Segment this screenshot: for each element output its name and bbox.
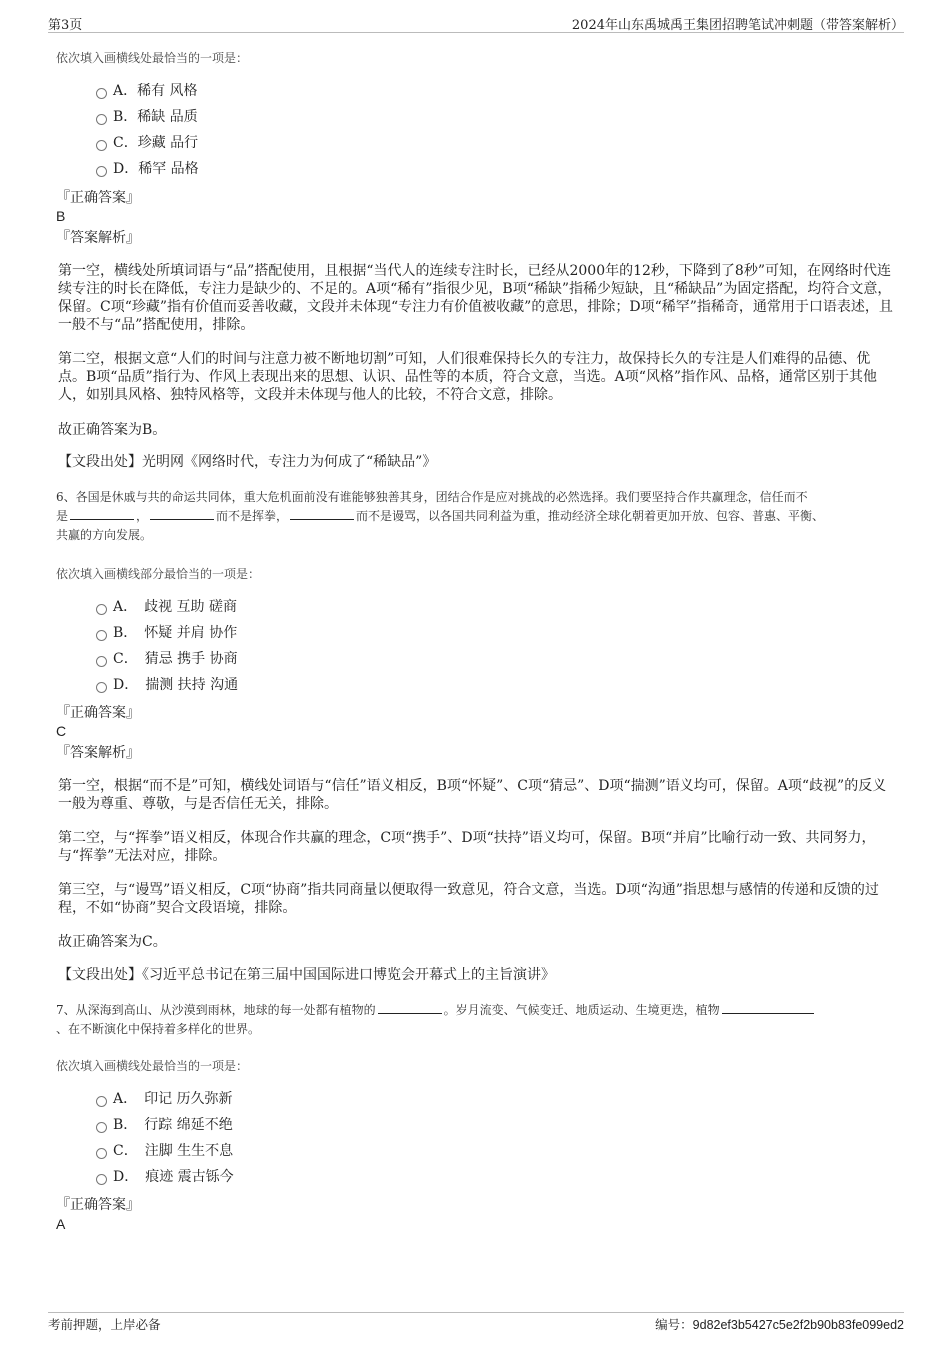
- document-id: 编号：9d82ef3b5427c5e2f2b90b83fe099ed2: [655, 1318, 904, 1332]
- page-number: 第3页: [48, 18, 83, 33]
- q6-analysis-p4: 故正确答案为C。: [58, 934, 167, 950]
- q7-option-a[interactable]: A． 印记 历久弥新: [96, 1089, 233, 1109]
- q6-analysis-p1: 第一空，根据“而不是”可知，横线处词语与“信任”语义相反，B项“怀疑”、C项“猜忌”、D项“揣测”语义均可，保留。A项“歧视”的反义一般为尊重、尊敬，与是否信任无关，排除。: [58, 778, 887, 812]
- q5-option-a[interactable]: A．稀有 风格: [96, 81, 198, 101]
- blank-1[interactable]: [70, 507, 134, 520]
- q6-option-c[interactable]: C． 猜忌 携手 协商: [96, 649, 238, 669]
- q5-answer-label: 『正确答案』: [56, 190, 140, 206]
- radio-icon[interactable]: [96, 604, 107, 615]
- q6-stem-line1: 6、各国是休戚与共的命运共同体，重大危机面前没有谁能够独善其身，团结合作是应对挑战的必然选择。我们要坚持合作共赢理念，信任而不: [56, 490, 808, 504]
- q6-stem: [56, 488, 896, 545]
- q5-analysis-p1: 第一空，横线处所填词语与“品”搭配使用，且根据“当代人的连续专注时长，已经从2000年的12秒，下降到了8秒”可知，在网络时代连续专注的时长在降低，专注力是缺少的、不足的。A项“稀有”指很少见，B项“稀缺”指稀少短缺，且“稀缺品”为固定搭配，均符合文意，保留。C项“珍藏”指有价值而妥善收藏，文段并未体现“专注力有价值被收藏”的意思，排除；D项“稀罕”指稀奇，通常用于口语表述，且一般不与“品”搭配使用，排除。: [58, 263, 893, 333]
- q6-prompt: 依次填入画横线部分最恰当的一项是：: [56, 567, 261, 581]
- q7-prompt: 依次填入画横线处最恰当的一项是：: [56, 1059, 249, 1073]
- radio-icon[interactable]: [96, 140, 107, 151]
- q5-option-d[interactable]: D．稀罕 品格: [96, 159, 199, 179]
- q5-prompt: 依次填入画横线处最恰当的一项是：: [56, 51, 249, 65]
- page-header: [48, 14, 904, 33]
- radio-icon[interactable]: [96, 1096, 107, 1107]
- q5-option-c[interactable]: C．珍藏 品行: [96, 133, 198, 153]
- page-footer: [48, 1312, 904, 1333]
- q5-answer: B: [56, 208, 66, 224]
- radio-icon[interactable]: [96, 1122, 107, 1133]
- radio-icon[interactable]: [96, 1148, 107, 1159]
- q7-option-c[interactable]: C． 注脚 生生不息: [96, 1141, 233, 1161]
- blank-2[interactable]: [150, 507, 214, 520]
- q7-option-b[interactable]: B． 行踪 绵延不绝: [96, 1115, 233, 1135]
- q6-analysis-p3: 第三空，与“谩骂”语义相反，C项“协商”指共同商量以便取得一致意见，符合文意，当选。D项“沟通”指思想与感情的传递和反馈的过程，不如“协商”契合文段语境，排除。: [58, 882, 879, 916]
- q5-source: 【文段出处】光明网《网络时代，专注力为何成了“稀缺品”》: [58, 454, 437, 470]
- q6-option-b[interactable]: B． 怀疑 并肩 协作: [96, 623, 237, 643]
- q6-stem-line2: 是 ， 而不是挥拳， 而不是谩骂，以各国共同利益为重，推动经济全球化朝着更加开放、包容、普惠、平衡、: [56, 509, 825, 523]
- q6-option-d[interactable]: D． 揣测 扶持 沟通: [96, 675, 238, 695]
- q6-analysis-p2: 第二空，与“挥拳”语义相反，体现合作共赢的理念，C项“携手”、D项“扶持”语义均可，保留。B项“并肩”比喻行动一致、共同努力，与“挥拳”无法对应，排除。: [58, 830, 876, 864]
- q5-analysis-p3: 故正确答案为B。: [58, 422, 167, 438]
- q7-option-d[interactable]: D． 痕迹 震古铄今: [96, 1167, 234, 1187]
- q7-answer-label: 『正确答案』: [56, 1197, 140, 1213]
- q7-stem-line1: 7、从深海到高山、从沙漠到雨林，地球的每一处都有植物的 。岁月流变、气候变迁、地质运动、生境更迭，植物: [56, 1001, 896, 1020]
- blank-2[interactable]: [722, 1001, 814, 1014]
- radio-icon[interactable]: [96, 630, 107, 641]
- q7-stem: [56, 1001, 896, 1039]
- q5-analysis-p2: 第二空，根据文意“人们的时间与注意力被不断地切割”可知，人们很难保持长久的专注力，故保持长久的专注是人们难得的品德、优点。B项“品质”指行为、作风上表现出来的思想、认识、品性等的本质，符合文意，当选。A项“风格”指作风、品格，通常区别于其他人，如别具风格、独特风格等，文段并未体现与他人的比较，不符合文意，排除。: [58, 351, 878, 403]
- blank-3[interactable]: [290, 507, 354, 520]
- radio-icon[interactable]: [96, 88, 107, 99]
- q7-answer: A: [56, 1216, 66, 1232]
- q6-option-a[interactable]: A． 歧视 互助 磋商: [96, 597, 237, 617]
- q5-option-b[interactable]: B．稀缺 品质: [96, 107, 198, 127]
- radio-icon[interactable]: [96, 114, 107, 125]
- q6-answer-label: 『正确答案』: [56, 705, 140, 721]
- q6-analysis-label: 『答案解析』: [56, 745, 140, 761]
- blank-1[interactable]: [378, 1001, 442, 1014]
- q6-answer: C: [56, 723, 67, 739]
- q6-stem-line3: 共赢的方向发展。: [56, 528, 153, 542]
- radio-icon[interactable]: [96, 166, 107, 177]
- q5-analysis-label: 『答案解析』: [56, 230, 140, 246]
- radio-icon[interactable]: [96, 656, 107, 667]
- q7-stem-line2: 、在不断演化中保持着多样化的世界。: [56, 1022, 261, 1036]
- radio-icon[interactable]: [96, 682, 107, 693]
- footer-slogan: 考前押题，上岸必备: [48, 1317, 161, 1332]
- q6-source: 【文段出处】《习近平总书记在第三届中国国际进口博览会开幕式上的主旨演讲》: [58, 967, 555, 983]
- document-title: 2024年山东禹城禹王集团招聘笔试冲刺题（带答案解析）: [571, 18, 904, 33]
- radio-icon[interactable]: [96, 1174, 107, 1185]
